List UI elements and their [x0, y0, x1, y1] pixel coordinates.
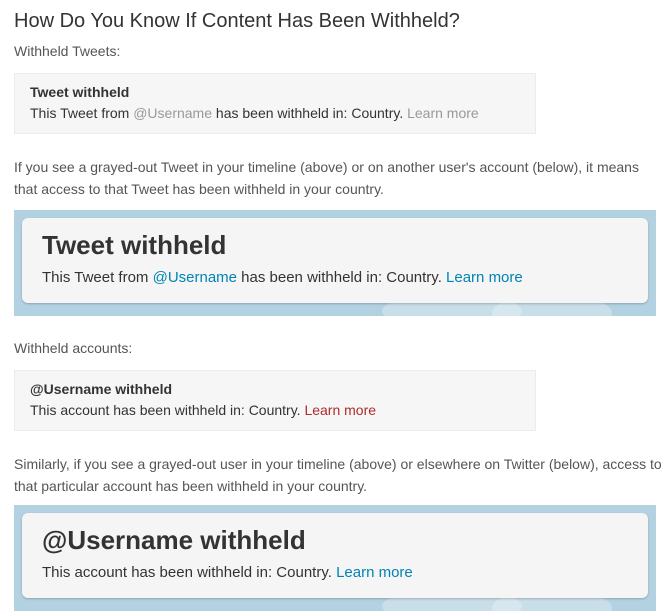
learn-more-link-red[interactable]: Learn more: [304, 402, 377, 418]
tweet-withheld-feature-title: Tweet withheld: [42, 230, 227, 260]
feature-body-text: This Tweet from: [42, 269, 153, 286]
account-withheld-card-title: @Username withheld: [30, 381, 173, 397]
username-link[interactable]: @Username: [152, 269, 238, 286]
account-withheld-card-body: [30, 401, 520, 419]
feature-body-text: has been withheld in: Country.: [237, 269, 447, 286]
learn-more-link-muted[interactable]: Learn more: [407, 105, 479, 121]
learn-more-link[interactable]: Learn more: [336, 564, 413, 581]
card-body-text: This Tweet from: [30, 105, 134, 121]
withheld-accounts-label: Withheld accounts:: [14, 340, 133, 356]
card-body-text: This account has been withheld in: Country.: [30, 402, 305, 418]
learn-more-link[interactable]: Learn more: [446, 269, 523, 286]
tweet-withheld-feature-card: [14, 210, 656, 316]
account-withheld-feature-card: [14, 505, 656, 611]
card-body-text: has been withheld in: Country.: [212, 105, 408, 121]
account-withheld-inline-card: [14, 370, 536, 431]
tweet-withheld-card-title: Tweet withheld: [30, 84, 130, 100]
withheld-tweets-paragraph: If you see a grayed-out Tweet in your timeline (above) or on another user's account (below), it means that access to that Tweet has been withheld in your country.: [14, 159, 639, 197]
account-withheld-feature-body: [42, 563, 628, 582]
feature-body-text: This account has been withheld in: Country.: [42, 564, 337, 581]
username-link-muted[interactable]: @Username: [133, 105, 213, 121]
account-withheld-feature-inner: [22, 513, 648, 598]
withheld-tweets-label: Withheld Tweets:: [14, 43, 121, 59]
tweet-withheld-feature-body: [42, 268, 628, 287]
page-title: How Do You Know If Content Has Been Withheld?: [14, 10, 460, 32]
tweet-withheld-card-body: [30, 104, 520, 122]
tweet-withheld-inline-card: [14, 73, 536, 134]
account-withheld-feature-title: @Username withheld: [42, 525, 306, 555]
withheld-accounts-paragraph: Similarly, if you see a grayed-out user in your timeline (above) or elsewhere on Twitter (below), access to that particular account has been withheld in your country.: [14, 456, 662, 494]
tweet-withheld-feature-inner: [22, 218, 648, 303]
